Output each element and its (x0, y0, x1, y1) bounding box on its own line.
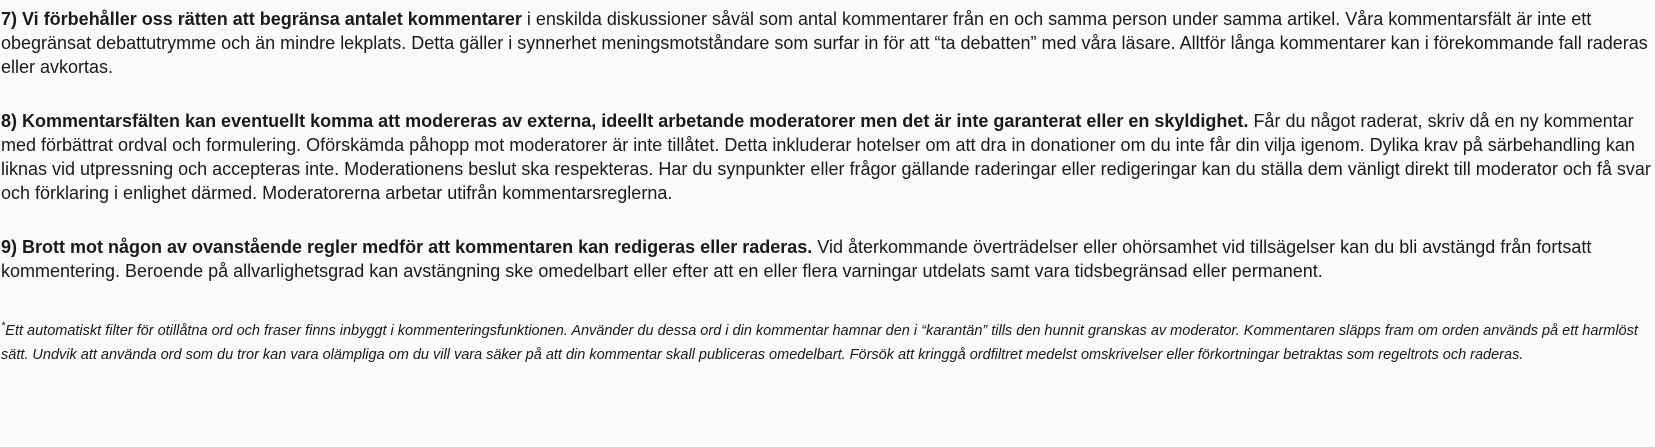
filter-footnote (1, 319, 1651, 367)
rule-7-heading: 7) Vi förbehåller oss rätten att begränsa antalet kommentarer (1, 9, 522, 29)
rule-8-heading: 8) Kommentarsfälten kan eventuellt komma att modereras av externa, ideellt arbetande moderatorer men det är inte garanterat eller en skyldighet. (1, 111, 1249, 131)
rule-9 (1, 235, 1651, 283)
rule-9-heading: 9) Brott mot någon av ovanstående regler medför att kommentaren kan redigeras eller raderas. (1, 237, 813, 257)
footnote-text: Ett automatiskt filter för otillåtna ord och fraser finns inbyggt i kommenteringsfunktionen. Använder du dessa ord i din kommentar hamnar den i “karantän” tills den hunnit granskas av moderator. Kommentaren släpps fram om orden används på ett harmlöst sätt. Undvik att använda ord som du tror kan vara olämpliga om du vill vara säker på att din kommentar skall publiceras omedelbart. Försök att kringgå ordfiltret medelst omskrivelser eller förkortningar betraktas som regeltrots och raderas. (1, 323, 1638, 363)
rule-7-body: i enskilda diskussioner såväl som antal kommentarer från en och samma person under samma artikel. Våra kommentarsfält är inte ett obegränsat debattutrymme och än mindre lekplats. Detta gäller i synnerhet meningsmotståndare som surfar in för att “ta debatten” med våra läsare. Alltför långa kommentarer kan i förekommande fall raderas eller avkortas. (1, 9, 1648, 77)
rule-7 (1, 7, 1651, 79)
rule-8-body: Får du något raderat, skriv då en ny kommentar med förbättrat ordval och formulering. Oförskämda påhopp mot moderatorer är inte tillåtet. Detta inkluderar hotelser om att dra in donationer om du inte får din vilja igenom. Dylika krav på särbehandling kan liknas vid utpressning och accepteras inte. Moderationens beslut ska respekteras. Har du synpunkter eller frågor gällande raderingar eller redigeringar kan du ställa dem vänligt direkt till moderator och få svar och förklaring i enlighet därmed. Moderatorerna arbetar utifrån kommentarsreglerna. (1, 111, 1651, 203)
rule-9-body: Vid återkommande överträdelser eller ohörsamhet vid tillsägelser kan du bli avstängd från fortsatt kommentering. Beroende på allvarlighetsgrad kan avstängning ske omedelbart eller efter att en eller flera varningar utdelats samt vara tidsbegränsad eller permanent. (1, 237, 1592, 281)
footnote-marker: * (1, 320, 6, 332)
rule-8 (1, 109, 1651, 205)
